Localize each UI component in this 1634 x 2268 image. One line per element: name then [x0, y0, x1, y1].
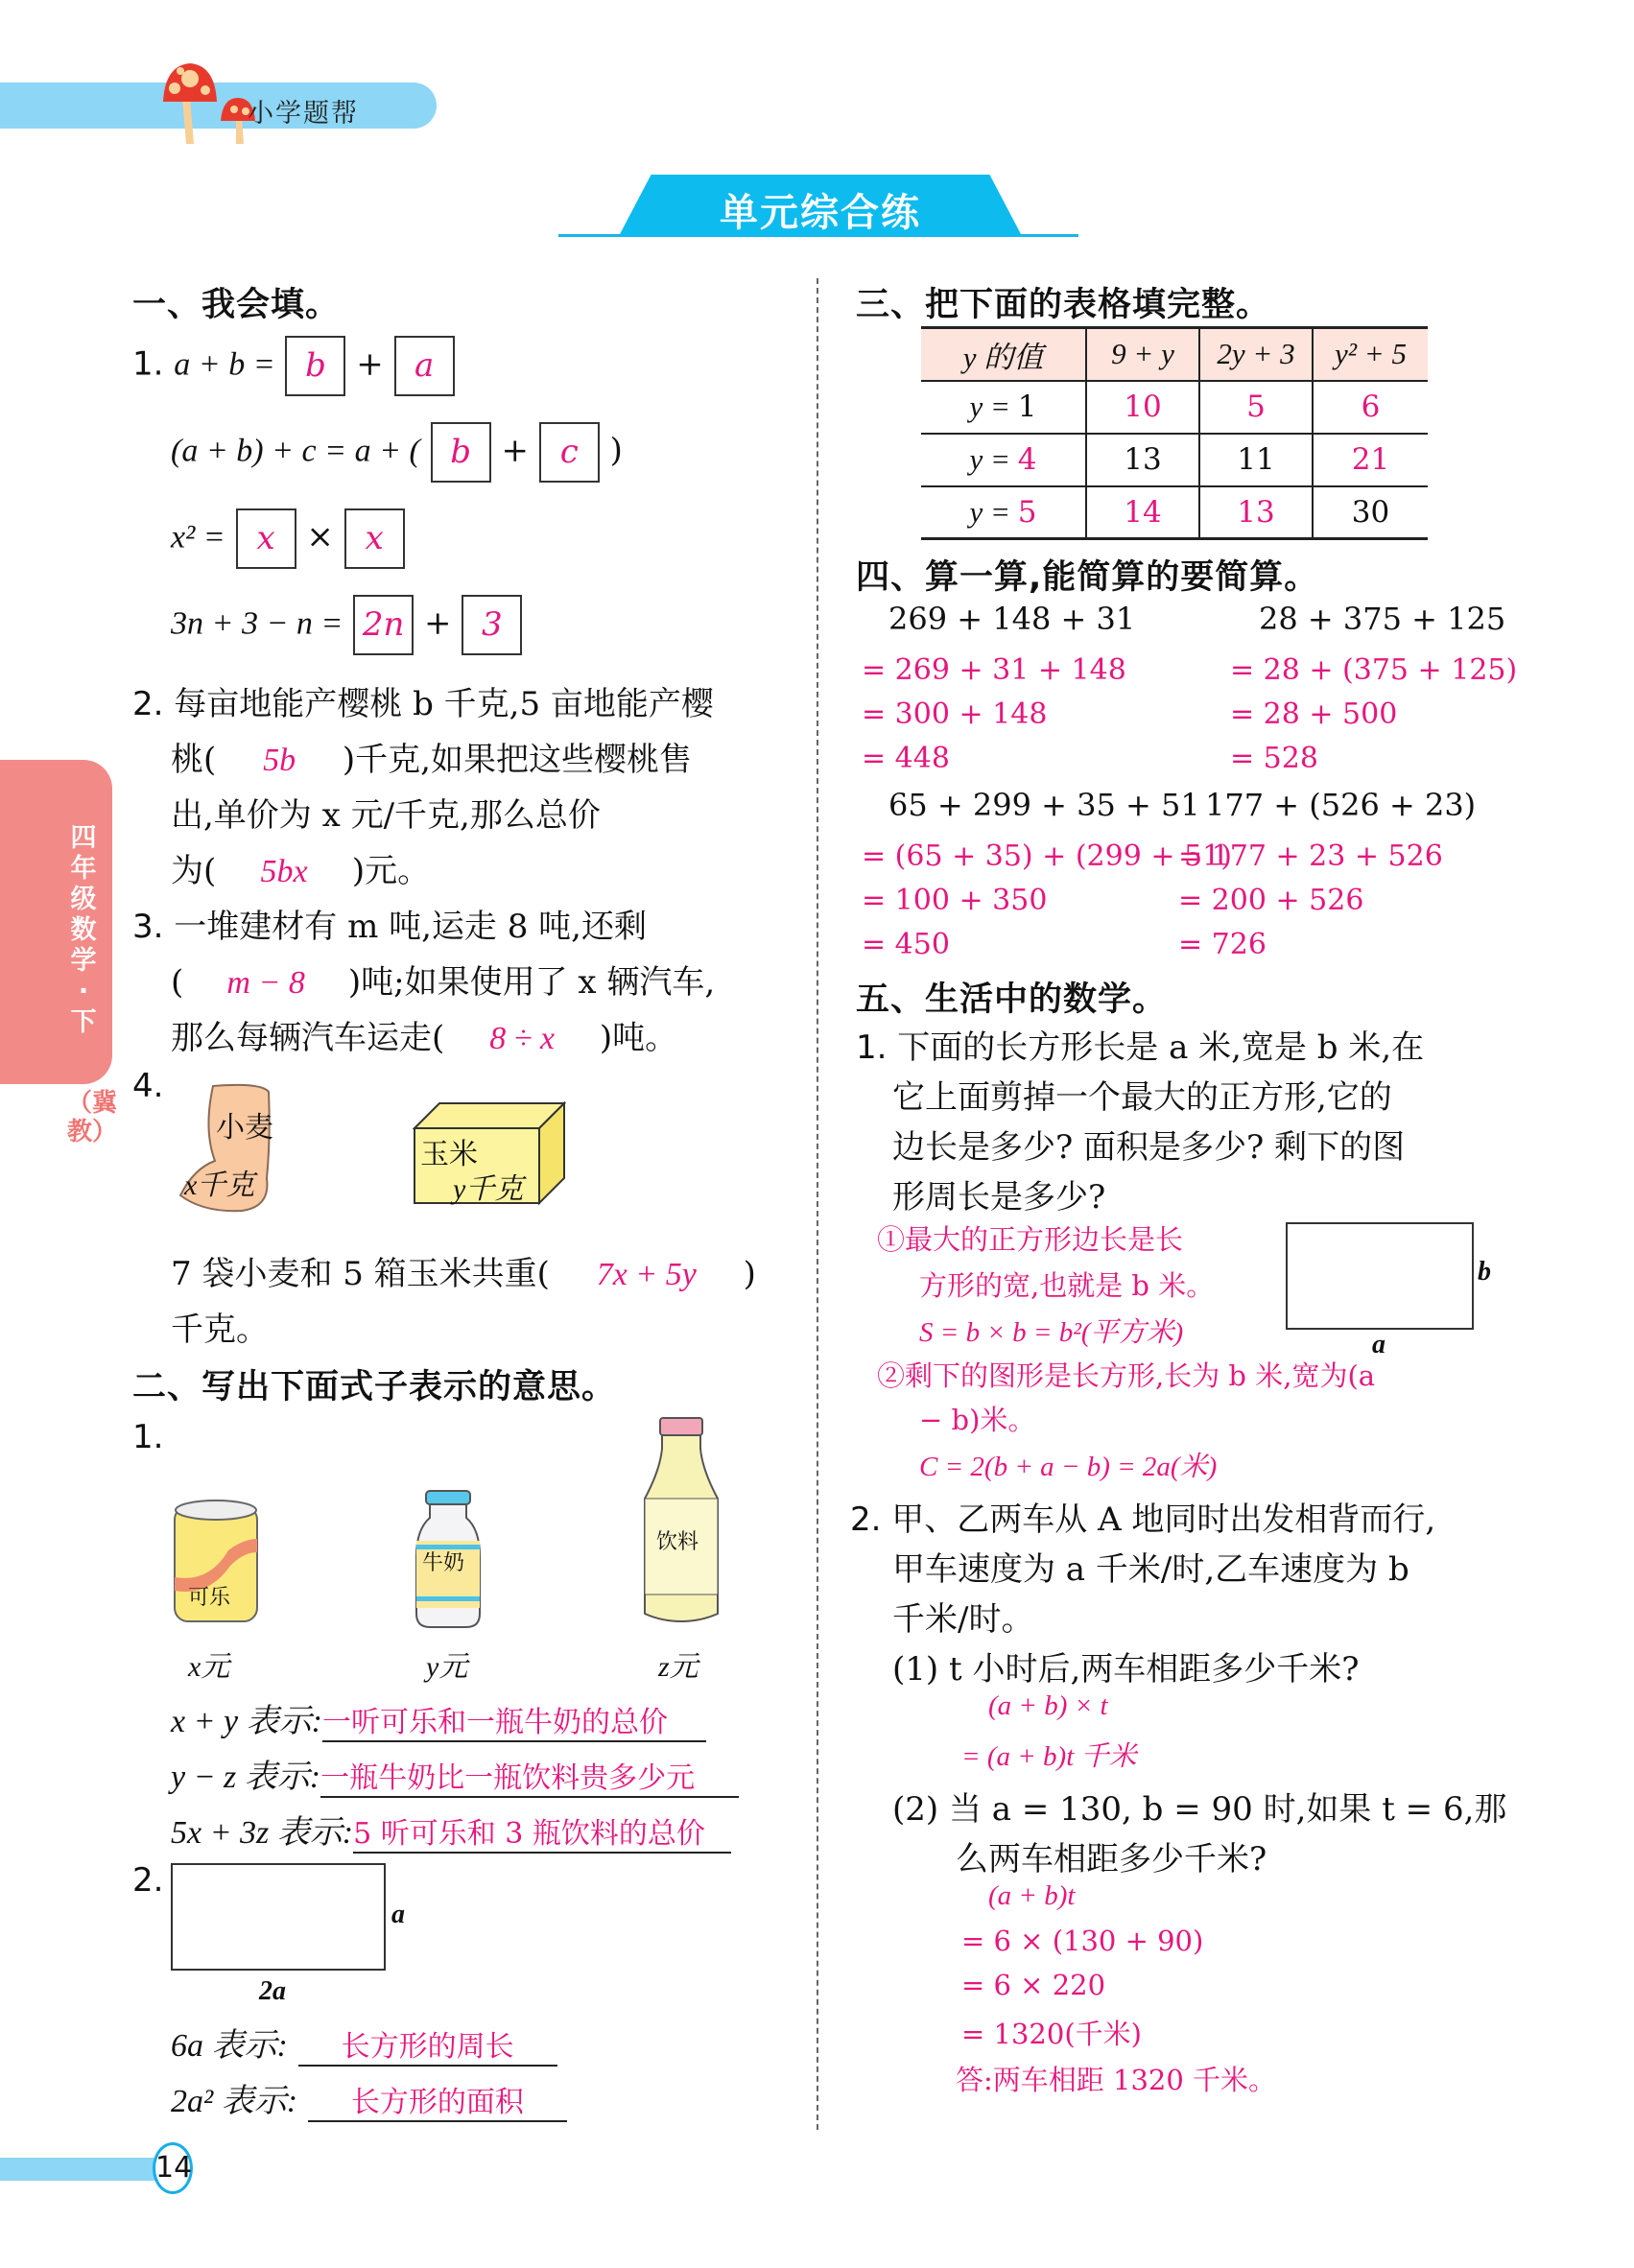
table-header: 9 + y: [1086, 328, 1199, 381]
calc-problem: 177 + (526 + 23): [1205, 787, 1477, 823]
table-cell: 13: [1199, 486, 1313, 539]
question-text: 一堆建材有 m 吨,运走 8 吨,还剩: [174, 908, 647, 946]
drink-bottle-icon: [643, 1416, 720, 1623]
milk-price: y元: [426, 1651, 468, 1683]
cola-can-icon: [171, 1497, 261, 1631]
expr-tail: ): [609, 431, 623, 470]
s1-q3-line1: [132, 900, 647, 947]
section4-heading: 四、算一算,能简算的要简算。: [856, 558, 1319, 597]
calc-step-text: = 300 + 148: [862, 697, 1048, 731]
s1-q2-line2: [171, 733, 692, 780]
table-cell: 10: [1086, 381, 1199, 434]
section3-heading: 三、把下面的表格填完整。: [856, 286, 1271, 324]
can-label: 可乐: [188, 1586, 231, 1610]
s1-q2-line4: [171, 844, 430, 891]
box-weight: y千克: [453, 1173, 524, 1205]
s5-q1-answer: 方形的宽,也就是 b 米。: [919, 1269, 1215, 1302]
answer-box[interactable]: x: [236, 508, 296, 569]
question-text: )元。: [351, 852, 431, 890]
y-label: y =: [969, 442, 1018, 476]
question-number: 1.: [132, 344, 164, 384]
question-text: )吨。: [599, 1019, 678, 1057]
table-cell: 30: [1313, 486, 1428, 539]
calc-step-text: = 200 + 526: [1178, 884, 1364, 917]
expression: 5x + 3z 表示:: [171, 1815, 354, 1851]
s5-q1-answer: − b)米。: [919, 1404, 1036, 1436]
s5-q1-answer: ①最大的正方形边长是长: [877, 1223, 1184, 1256]
s2-q1-answer3: [171, 1806, 731, 1854]
answer-box[interactable]: 3: [462, 595, 522, 655]
table-header-row: [921, 328, 1428, 381]
answer-text: m − 8: [226, 965, 305, 1001]
question-number: 2.: [132, 685, 164, 723]
answer-line: 一听可乐和一瓶牛奶的总价: [322, 1698, 706, 1742]
page-number: 14: [153, 2142, 193, 2194]
question-text: 那么每辆汽车运走(: [171, 1019, 445, 1057]
calc-step-text: = (65 + 35) + (299 + 51): [862, 839, 1232, 873]
calc-step-text: = 448: [862, 742, 950, 775]
table-row: [921, 381, 1428, 434]
expression: 2a² 表示:: [171, 2084, 298, 2119]
s5-q2-sub2-answer: = 6 × (130 + 90): [961, 1925, 1204, 1957]
s5-q1-line1: [856, 1021, 1424, 1068]
calc-step: [862, 739, 950, 775]
question-number: 3.: [132, 908, 164, 946]
s5-q2-sub2-answer: = 1320(千米): [961, 2018, 1142, 2050]
calc-step: [862, 925, 950, 961]
y-value: 5: [1017, 494, 1037, 530]
s1-q4-line2: 千克。: [171, 1311, 269, 1349]
y-label: y =: [969, 494, 1018, 529]
table-cell: 11: [1199, 434, 1313, 486]
s5-q1-answer: C = 2(b + a − b) = 2a(米): [919, 1452, 1218, 1482]
calc-problem: 28 + 375 + 125: [1259, 601, 1506, 637]
question-number: 4.: [132, 1067, 164, 1105]
s2-q1-answer1: [171, 1694, 706, 1742]
rect-side-label: a: [391, 1900, 405, 1929]
drink-price: z元: [658, 1651, 699, 1683]
calc-step: [862, 881, 1047, 917]
s5-q1-answer: ②剩下的图形是长方形,长为 b 米,宽为(a: [877, 1359, 1376, 1392]
sack-label: 小麦: [216, 1111, 273, 1145]
s5-q2-sub2-answer: = 6 × 220: [961, 1969, 1106, 2001]
expression: x + y 表示:: [171, 1704, 322, 1739]
rectangle-figure: [171, 1863, 386, 1971]
question-text: )千克,如果把这些樱桃售: [342, 741, 692, 779]
question-number: 1.: [856, 1028, 888, 1067]
calc-step: [862, 650, 1126, 687]
table-cell: 14: [1086, 486, 1199, 539]
answer-line: 长方形的面积: [308, 2078, 567, 2122]
table-cell: 6: [1313, 381, 1428, 434]
table-cell: [921, 434, 1086, 486]
answer-box[interactable]: c: [539, 422, 600, 483]
calc-step-text: = 177 + 23 + 526: [1178, 839, 1443, 873]
question-text: 为(: [171, 852, 217, 890]
s1-q1-row2: [171, 422, 623, 483]
calc-step-text: = 100 + 350: [862, 884, 1048, 917]
footer-bar: [0, 2158, 173, 2181]
question-text: 每亩地能产樱桃 b 千克,5 亩地能产樱: [174, 685, 714, 723]
s2-q1-answer2: [171, 1750, 739, 1798]
operator: +: [423, 603, 452, 643]
calc-step: [862, 837, 1232, 873]
values-table: [921, 326, 1428, 540]
column-divider: [817, 278, 818, 2130]
s1-q3-line3: [171, 1011, 677, 1058]
calc-problem: 65 + 299 + 35 + 51: [888, 787, 1200, 823]
calc-step-text: = 528: [1230, 742, 1318, 775]
operator: ×: [306, 517, 334, 556]
s5-q1-answer: S = b × b = b²(平方米): [919, 1317, 1184, 1348]
answer-box[interactable]: b: [285, 336, 345, 396]
s1-q3-line2: [171, 956, 715, 1003]
y-label: y =: [969, 390, 1018, 423]
calc-step-text: = 450: [862, 928, 950, 961]
milk-label: 牛奶: [422, 1551, 465, 1575]
s5-q1-line3: 边长是多少? 面积是多少? 剩下的图: [892, 1128, 1406, 1167]
rect-bottom-label: 2a: [259, 1976, 286, 2006]
calc-step-text: = 269 + 31 + 148: [862, 653, 1126, 687]
drink-label: 饮料: [656, 1530, 699, 1554]
s1-q1-row4: [171, 595, 522, 655]
question-text: 7 袋小麦和 5 箱玉米共重(: [171, 1255, 550, 1293]
rect-bottom-label: a: [1372, 1330, 1385, 1359]
question-text: (: [171, 963, 184, 1002]
answer-text: 5bx: [260, 854, 308, 889]
calc-step: [1178, 837, 1443, 873]
section5-heading: 五、生活中的数学。: [856, 980, 1168, 1019]
table-cell: [921, 381, 1086, 434]
question-text: ): [743, 1255, 756, 1293]
calc-step: [862, 695, 1047, 731]
answer-box[interactable]: a: [394, 336, 455, 396]
s5-q1-line4: 形周长是多少?: [892, 1178, 1106, 1217]
table-cell: 5: [1199, 381, 1313, 434]
question-text: 下面的长方形长是 a 米,宽是 b 米,在: [897, 1028, 1425, 1067]
calc-step-text: = 726: [1178, 928, 1267, 961]
operator: +: [356, 344, 384, 384]
answer-box[interactable]: x: [344, 508, 405, 569]
question-number: 2.: [850, 1500, 882, 1539]
section2-heading: 二、写出下面式子表示的意思。: [132, 1368, 617, 1406]
s1-q4-line1: [171, 1247, 756, 1294]
answer-box[interactable]: b: [431, 422, 491, 483]
s1-q1-row1: [132, 336, 455, 396]
s5-q2-line2: 甲车速度为 a 千米/时,乙车速度为 b: [892, 1550, 1409, 1589]
side-tab-label: 四年级数学·下: [70, 823, 97, 1037]
table-cell: 21: [1313, 434, 1428, 486]
calc-step: [1230, 739, 1318, 775]
s5-q2-sub2-answer: 答:两车相距 1320 千米。: [956, 2064, 1277, 2096]
expr-lhs: x² =: [171, 519, 225, 555]
expr-lhs: (a + b) + c = a + (: [171, 433, 420, 469]
answer-box[interactable]: 2n: [353, 595, 414, 655]
answer-line: 5 听可乐和 3 瓶饮料的总价: [353, 1809, 731, 1854]
table-row: [921, 486, 1428, 539]
y-value: 4: [1017, 442, 1037, 477]
rect-side-label: b: [1478, 1257, 1491, 1287]
table-header: y² + 5: [1313, 328, 1428, 381]
s5-q2-sub2-question1: (2) 当 a = 130, b = 90 时,如果 t = 6,那: [892, 1790, 1507, 1829]
table-cell: 13: [1086, 434, 1199, 486]
cola-price: x元: [188, 1651, 230, 1683]
s5-q2-sub2-answer: (a + b)t: [988, 1880, 1076, 1911]
rectangle-figure: [1286, 1222, 1474, 1330]
calc-step: [1178, 925, 1267, 961]
calc-step: [1230, 650, 1517, 687]
question-text: 桃(: [171, 741, 217, 779]
s2-q2-answer1: [171, 2019, 557, 2067]
table-cell: [921, 486, 1086, 539]
y-value: 1: [1017, 390, 1037, 424]
s5-q2-sub2-question2: 么两车相距多少千米?: [956, 1840, 1267, 1878]
sack-weight: x千克: [184, 1169, 255, 1201]
s5-q2-line3: 千米/时。: [892, 1600, 1034, 1639]
s1-q2-line1: [132, 677, 714, 724]
box-label: 玉米: [420, 1138, 478, 1171]
expression: 6a 表示:: [171, 2028, 288, 2064]
page-title: 单元综合练: [720, 191, 921, 235]
calc-step-text: = 28 + 500: [1230, 697, 1398, 731]
operator: +: [501, 431, 529, 470]
question-text: )吨;如果使用了 x 辆汽车,: [347, 963, 716, 1002]
expression: y − z 表示:: [171, 1760, 321, 1795]
expr-lhs: a + b =: [174, 346, 275, 383]
brand-name: 小学题帮: [248, 99, 359, 129]
answer-text: 5b: [263, 743, 296, 778]
answer-line: 长方形的周长: [298, 2022, 557, 2067]
s5-q2-line1: [850, 1493, 1435, 1540]
calc-step: [1230, 695, 1397, 731]
s5-q2-sub1-question: (1) t 小时后,两车相距多少千米?: [892, 1650, 1360, 1689]
expr-lhs: 3n + 3 − n =: [171, 605, 343, 642]
s2-q2-answer2: [171, 2074, 567, 2122]
answer-text: 8 ÷ x: [489, 1021, 555, 1056]
question-text: 甲、乙两车从 A 地同时出发相背而行,: [891, 1500, 1436, 1539]
answer-line: 一瓶牛奶比一瓶饮料贵多少元: [320, 1754, 739, 1798]
table-row: [921, 434, 1428, 486]
s5-q2-sub1-answer: = (a + b)t 千米: [961, 1741, 1137, 1772]
table-header: 2y + 3: [1199, 328, 1313, 381]
table-header: y 的值: [962, 340, 1044, 374]
s5-q2-sub1-answer: (a + b) × t: [988, 1690, 1108, 1721]
s1-q1-row3: [171, 508, 405, 569]
side-tab-sublabel: （冀教）: [67, 1089, 118, 1146]
question-number: 1.: [132, 1418, 164, 1456]
answer-text: 7x + 5y: [596, 1257, 697, 1292]
question-number: 2.: [132, 1861, 164, 1900]
s1-q2-line3: 出,单价为 x 元/千克,那么总价: [171, 796, 601, 835]
calc-step: [1178, 881, 1363, 917]
section1-heading: 一、我会填。: [132, 286, 341, 324]
calc-step-text: = 28 + (375 + 125): [1230, 653, 1518, 687]
calc-problem: 269 + 148 + 31: [888, 601, 1136, 637]
s5-q1-line2: 它上面剪掉一个最大的正方形,它的: [892, 1078, 1392, 1117]
